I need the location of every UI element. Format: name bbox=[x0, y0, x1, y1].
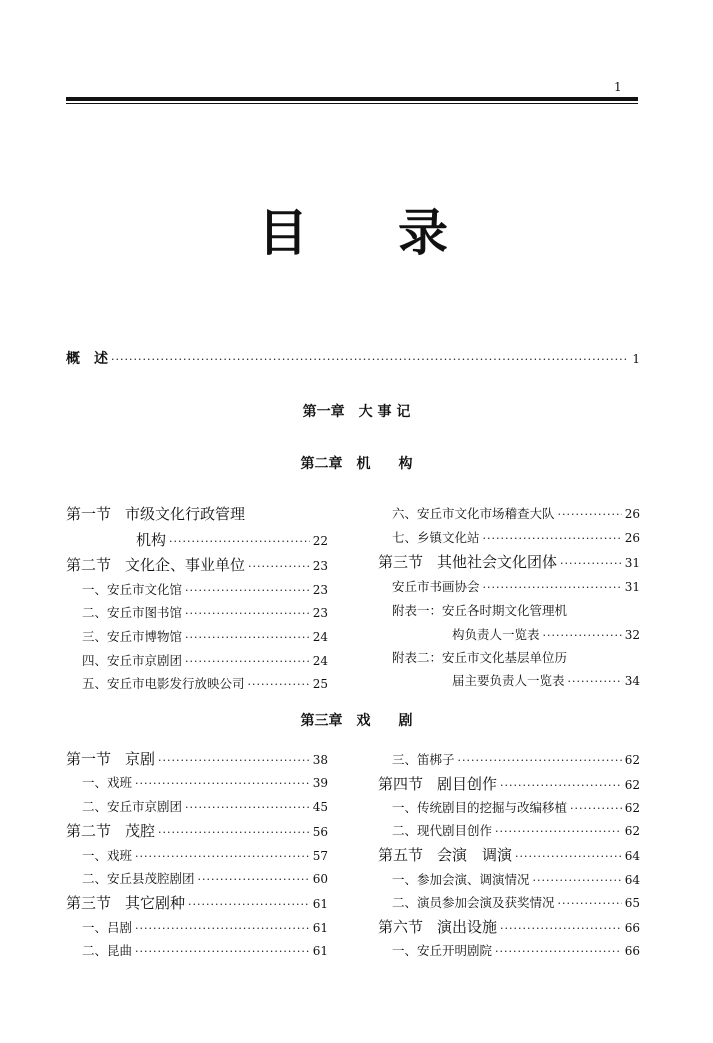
entry-page: 45 bbox=[312, 800, 328, 814]
entry-label: 一、参加会演、调演情况 bbox=[392, 872, 530, 887]
toc-entry[interactable] bbox=[66, 892, 328, 913]
leader-dots bbox=[458, 752, 622, 765]
entry-label: 机构 bbox=[136, 531, 167, 549]
leader-dots bbox=[515, 848, 622, 861]
leader-dots bbox=[111, 348, 629, 364]
entry-page: 62 bbox=[624, 753, 640, 767]
toc-entry[interactable] bbox=[392, 893, 640, 911]
leader-dots bbox=[560, 555, 622, 568]
entry-label: 剧目创作 bbox=[437, 775, 498, 793]
section-num: 第二节 bbox=[66, 556, 112, 574]
entry-page: 22 bbox=[312, 534, 328, 548]
title-char-2: 录 bbox=[398, 204, 448, 262]
entry-page: 57 bbox=[312, 849, 328, 863]
leader-dots bbox=[248, 558, 310, 571]
toc-entry[interactable] bbox=[66, 820, 328, 841]
chapter-heading-3[interactable] bbox=[0, 710, 713, 730]
toc-entry[interactable] bbox=[82, 773, 328, 791]
leader-dots bbox=[500, 777, 622, 790]
chapter-num: 第二章 bbox=[300, 456, 343, 472]
entry-label: 构负责人一览表 bbox=[452, 627, 540, 642]
toc-entry[interactable] bbox=[392, 528, 640, 546]
leader-dots bbox=[169, 533, 310, 546]
toc-entry[interactable] bbox=[82, 918, 328, 936]
toc-entry[interactable] bbox=[82, 651, 328, 669]
leader-dots bbox=[533, 872, 622, 885]
entry-page: 39 bbox=[312, 776, 328, 790]
leader-dots bbox=[185, 582, 310, 595]
toc-entry[interactable] bbox=[392, 577, 640, 595]
entry-label: 文化企、事业单位 bbox=[125, 556, 246, 574]
leader-dots bbox=[135, 848, 310, 861]
entry-label: 一、吕剧 bbox=[82, 920, 133, 935]
toc-entry[interactable] bbox=[82, 674, 328, 692]
entry-page: 24 bbox=[312, 630, 328, 644]
chapter-heading-2[interactable] bbox=[0, 453, 713, 473]
entry-page: 62 bbox=[624, 778, 640, 792]
entry-page: 31 bbox=[624, 580, 640, 594]
entry-label: 二、昆曲 bbox=[82, 943, 133, 958]
entry-page: 34 bbox=[624, 674, 640, 688]
toc-entry[interactable] bbox=[82, 580, 328, 598]
entry-page: 24 bbox=[312, 654, 328, 668]
header-rule-thick bbox=[66, 97, 638, 101]
entry-label: 三、安丘市博物馆 bbox=[82, 629, 183, 644]
toc-overview[interactable] bbox=[66, 348, 640, 368]
entry-page: 23 bbox=[312, 583, 328, 597]
leader-dots bbox=[500, 920, 622, 933]
entry-page: 66 bbox=[624, 944, 640, 958]
entry-page: 23 bbox=[312, 606, 328, 620]
leader-dots bbox=[135, 775, 310, 788]
leader-dots bbox=[248, 676, 310, 689]
entry-page: 38 bbox=[312, 753, 328, 767]
toc-entry[interactable] bbox=[66, 503, 328, 524]
leader-dots bbox=[558, 506, 622, 519]
entry-page: 26 bbox=[624, 531, 640, 545]
entry-page: 56 bbox=[312, 825, 328, 839]
toc-entry[interactable] bbox=[392, 941, 640, 959]
header-rule-thin bbox=[66, 103, 638, 104]
entry-label: 二、演员参加会演及获奖情况 bbox=[392, 895, 555, 910]
entry-label: 演出设施 bbox=[437, 918, 498, 936]
entry-page: 66 bbox=[624, 921, 640, 935]
leader-dots bbox=[568, 673, 622, 686]
toc-entry[interactable] bbox=[82, 603, 328, 621]
leader-dots bbox=[558, 895, 622, 908]
entry-label: 二、安丘市京剧团 bbox=[82, 799, 183, 814]
leader-dots bbox=[185, 653, 310, 666]
toc-entry[interactable] bbox=[136, 529, 328, 550]
toc-entry[interactable] bbox=[82, 627, 328, 645]
entry-label: 三、笛梆子 bbox=[392, 752, 455, 767]
leader-dots bbox=[483, 579, 622, 592]
chapter-num: 第一章 bbox=[302, 404, 345, 420]
entry-label: 六、安丘市文化市场稽查大队 bbox=[392, 506, 555, 521]
entry-page: 62 bbox=[624, 801, 640, 815]
entry-page: 32 bbox=[624, 628, 640, 642]
leader-dots bbox=[198, 871, 310, 884]
leader-dots bbox=[543, 627, 622, 640]
entry-page: 64 bbox=[624, 873, 640, 887]
entry-label: 一、安丘市文化馆 bbox=[82, 582, 183, 597]
leader-dots bbox=[158, 752, 310, 765]
entry-label: 市级文化行政管理 bbox=[125, 505, 246, 523]
toc-entry[interactable] bbox=[82, 869, 328, 887]
entry-label: 一、传统剧目的挖掘与改编移植 bbox=[392, 800, 568, 815]
entry-label: 一、戏班 bbox=[82, 775, 133, 790]
entry-label: 茂腔 bbox=[125, 822, 156, 840]
entry-label: 一、安丘开明剧院 bbox=[392, 943, 493, 958]
leader-dots bbox=[135, 920, 310, 933]
toc-entry[interactable] bbox=[66, 554, 328, 575]
chapter-name: 机 构 bbox=[356, 456, 413, 472]
leader-dots bbox=[570, 800, 622, 813]
entry-label: 五、安丘市电影发行放映公司 bbox=[82, 676, 245, 691]
toc-entry[interactable] bbox=[66, 748, 328, 769]
entry-label: 京剧 bbox=[125, 750, 156, 768]
entry-label: 会演 调演 bbox=[437, 846, 513, 864]
entry-label: 一、戏班 bbox=[82, 848, 133, 863]
overview-label: 概 述 bbox=[66, 351, 108, 367]
entry-label: 二、安丘县茂腔剧团 bbox=[82, 871, 195, 886]
entry-label: 其它剧种 bbox=[125, 894, 186, 912]
section-num: 第六节 bbox=[378, 918, 424, 936]
page-number: 1 bbox=[614, 80, 622, 94]
entry-page: 26 bbox=[624, 507, 640, 521]
entry-page: 23 bbox=[312, 559, 328, 573]
toc-entry[interactable] bbox=[392, 821, 640, 839]
toc-entry[interactable] bbox=[378, 916, 640, 937]
section-num: 第四节 bbox=[378, 775, 424, 793]
title-char-1: 目 bbox=[258, 204, 308, 262]
entry-page: 64 bbox=[624, 849, 640, 863]
toc-entry[interactable] bbox=[378, 773, 640, 794]
section-num: 第五节 bbox=[378, 846, 424, 864]
leader-dots bbox=[185, 629, 310, 642]
chapter-name: 大 事 记 bbox=[358, 404, 411, 420]
toc-entry[interactable] bbox=[392, 601, 640, 619]
leader-dots bbox=[158, 824, 310, 837]
leader-dots bbox=[185, 799, 310, 812]
leader-dots bbox=[185, 605, 310, 618]
toc-entry[interactable] bbox=[378, 551, 640, 572]
toc-entry[interactable] bbox=[82, 797, 328, 815]
entry-label: 附表一：安丘各时期文化管理机 bbox=[392, 603, 568, 618]
entry-page: 62 bbox=[624, 824, 640, 838]
entry-page: 61 bbox=[312, 921, 328, 935]
leader-dots bbox=[483, 530, 622, 543]
entry-label: 四、安丘市京剧团 bbox=[82, 653, 183, 668]
entry-page: 61 bbox=[312, 944, 328, 958]
toc-entry[interactable] bbox=[82, 846, 328, 864]
entry-page: 25 bbox=[312, 677, 328, 691]
chapter-heading-1[interactable] bbox=[0, 401, 713, 421]
entry-page: 31 bbox=[624, 556, 640, 570]
leader-dots bbox=[495, 823, 622, 836]
entry-label: 七、乡镇文化站 bbox=[392, 530, 480, 545]
toc-entry[interactable] bbox=[392, 750, 640, 768]
entry-label: 其他社会文化团体 bbox=[437, 553, 558, 571]
toc-entry[interactable] bbox=[452, 671, 640, 689]
section-num: 第一节 bbox=[66, 750, 112, 768]
leader-dots bbox=[188, 896, 310, 909]
leader-dots bbox=[495, 943, 622, 956]
entry-label: 二、现代剧目创作 bbox=[392, 823, 493, 838]
toc-entry[interactable] bbox=[392, 648, 640, 666]
toc-entry[interactable] bbox=[392, 798, 640, 816]
entry-page: 65 bbox=[624, 896, 640, 910]
section-num: 第二节 bbox=[66, 822, 112, 840]
toc-entry[interactable] bbox=[378, 844, 640, 865]
entry-label: 附表二：安丘市文化基层单位历 bbox=[392, 650, 568, 665]
leader-dots bbox=[135, 943, 310, 956]
entry-label: 届主要负责人一览表 bbox=[452, 673, 565, 688]
entry-label: 二、安丘市图书馆 bbox=[82, 605, 183, 620]
section-num: 第三节 bbox=[378, 553, 424, 571]
overview-page: 1 bbox=[632, 352, 640, 366]
section-num: 第一节 bbox=[66, 505, 112, 523]
entry-page: 61 bbox=[312, 897, 328, 911]
chapter-num: 第三章 bbox=[300, 713, 343, 729]
toc-entry[interactable] bbox=[82, 941, 328, 959]
entry-label: 安丘市书画协会 bbox=[392, 579, 480, 594]
toc-entry[interactable] bbox=[392, 870, 640, 888]
chapter-name: 戏 剧 bbox=[356, 713, 413, 729]
entry-page: 60 bbox=[312, 872, 328, 886]
toc-entry[interactable] bbox=[452, 625, 640, 643]
toc-entry[interactable] bbox=[392, 504, 640, 522]
section-num: 第三节 bbox=[66, 894, 112, 912]
